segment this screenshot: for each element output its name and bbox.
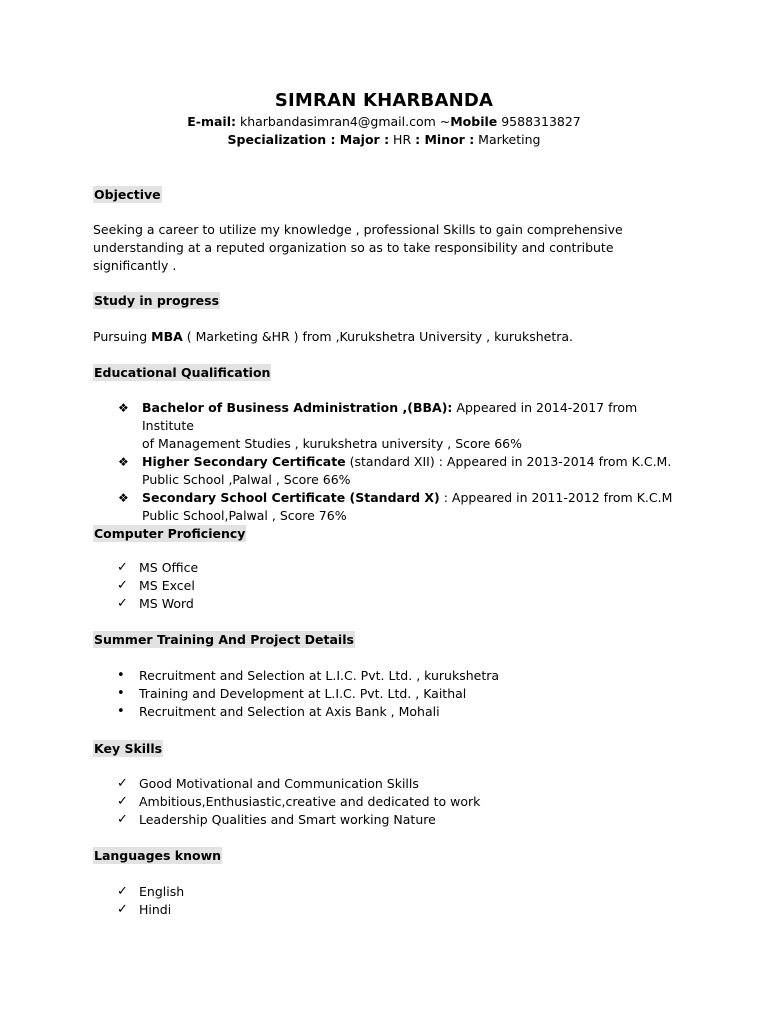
list-item — [93, 559, 693, 577]
bullet-icon: • — [117, 704, 125, 719]
languages-section — [93, 847, 693, 864]
study-line — [93, 328, 693, 346]
major-value: HR — [389, 132, 416, 147]
list-item-label: Ambitious,Enthusiastic,creative and dedicated to work — [139, 794, 481, 809]
training-list — [93, 667, 693, 721]
minor-value: Marketing — [474, 132, 541, 147]
list-item — [93, 793, 693, 811]
objective-line: understanding at a reputed organization so as to take responsibility and contribute — [93, 240, 614, 255]
training-heading: Summer Training And Project Details — [94, 632, 354, 647]
languages-heading: Languages known — [94, 848, 222, 863]
check-icon: ✓ — [117, 812, 128, 827]
skills-heading: Key Skills — [94, 741, 163, 756]
qualification-detail: : Appeared in 2011-2012 from K.C.M — [439, 490, 673, 505]
list-item-label: MS Excel — [139, 578, 195, 593]
check-icon: ✓ — [117, 902, 128, 917]
list-item — [93, 399, 693, 453]
objective-text — [93, 221, 693, 275]
training-section — [93, 631, 693, 648]
resume-header — [0, 89, 768, 149]
education-heading: Educational Qualification — [94, 365, 271, 380]
list-item — [93, 453, 693, 489]
check-icon: ✓ — [117, 884, 128, 899]
diamond-bullet-icon: ❖ — [118, 455, 129, 469]
skills-list — [93, 775, 693, 829]
list-item-label: Recruitment and Selection at Axis Bank , Mohali — [139, 704, 440, 719]
computer-heading: Computer Proficiency — [94, 526, 246, 541]
education-list — [93, 399, 693, 525]
list-item — [93, 703, 693, 721]
objective-line: significantly . — [93, 258, 177, 273]
check-icon: ✓ — [117, 560, 128, 575]
list-item — [93, 901, 693, 919]
skills-section — [93, 740, 693, 757]
check-icon: ✓ — [117, 776, 128, 791]
minor-label: : Minor : — [415, 132, 475, 147]
list-item-label: Leadership Qualities and Smart working Nature — [139, 812, 436, 827]
contact-line — [0, 113, 768, 131]
check-icon: ✓ — [117, 578, 128, 593]
list-item-label: MS Office — [139, 560, 199, 575]
objective-heading: Objective — [94, 187, 161, 202]
education-section — [93, 364, 693, 381]
qualification-title: Higher Secondary Certificate — [142, 454, 346, 469]
check-icon: ✓ — [117, 794, 128, 809]
list-item — [93, 577, 693, 595]
bullet-icon: • — [117, 686, 125, 701]
diamond-bullet-icon: ❖ — [118, 401, 129, 415]
list-item — [93, 685, 693, 703]
check-icon: ✓ — [117, 596, 128, 611]
email-value: kharbandasimran4@gmail.com ~ — [236, 114, 451, 129]
objective-section — [93, 186, 693, 203]
candidate-name: SIMRAN KHARBANDA — [274, 90, 494, 111]
diamond-bullet-icon: ❖ — [118, 491, 129, 505]
specialization-label: Specialization : Major : — [227, 132, 390, 147]
languages-list — [93, 883, 693, 919]
qualification-detail: Appeared in 2014-2017 from Institute — [142, 400, 638, 433]
study-section — [93, 292, 693, 309]
study-prefix: Pursuing — [93, 329, 152, 344]
mobile-value: 9588313827 — [497, 114, 581, 129]
qualification-detail-2: Public School ,Palwal , Score 66% — [142, 472, 351, 487]
qualification-detail-2: of Management Studies , kurukshetra university , Score 66% — [142, 436, 523, 451]
study-heading: Study in progress — [94, 293, 220, 308]
bullet-icon: • — [117, 668, 125, 683]
list-item — [93, 811, 693, 829]
list-item — [93, 489, 693, 525]
list-item-label: English — [139, 884, 185, 899]
list-item — [93, 595, 693, 613]
list-item-label: Good Motivational and Communication Skills — [139, 776, 419, 791]
list-item-label: MS Word — [139, 596, 194, 611]
study-degree: MBA — [151, 329, 183, 344]
study-suffix: ( Marketing &HR ) from ,Kurukshetra University , kurukshetra. — [182, 329, 573, 344]
list-item — [93, 883, 693, 901]
qualification-detail: (standard XII) : Appeared in 2013-2014 from K.C.M. — [345, 454, 672, 469]
qualification-abbr: ,(BBA): — [398, 400, 453, 415]
specialization-line — [0, 131, 768, 149]
study-text — [93, 328, 693, 346]
qualification-title: Bachelor of Business Administration — [142, 400, 399, 415]
list-item — [93, 667, 693, 685]
list-item — [93, 775, 693, 793]
computer-section — [93, 525, 693, 542]
objective-line: Seeking a career to utilize my knowledge , professional Skills to gain comprehensive — [93, 222, 623, 237]
list-item-label: Recruitment and Selection at L.I.C. Pvt. Ltd. , kurukshetra — [139, 668, 500, 683]
qualification-detail-2: Public School,Palwal , Score 76% — [142, 508, 347, 523]
mobile-label: Mobile — [450, 114, 498, 129]
list-item-label: Training and Development at L.I.C. Pvt. Ltd. , Kaithal — [139, 686, 467, 701]
computer-list — [93, 559, 693, 613]
list-item-label: Hindi — [139, 902, 172, 917]
qualification-title: Secondary School Certificate (Standard X) — [142, 490, 440, 505]
email-label: E-mail: — [187, 114, 236, 129]
